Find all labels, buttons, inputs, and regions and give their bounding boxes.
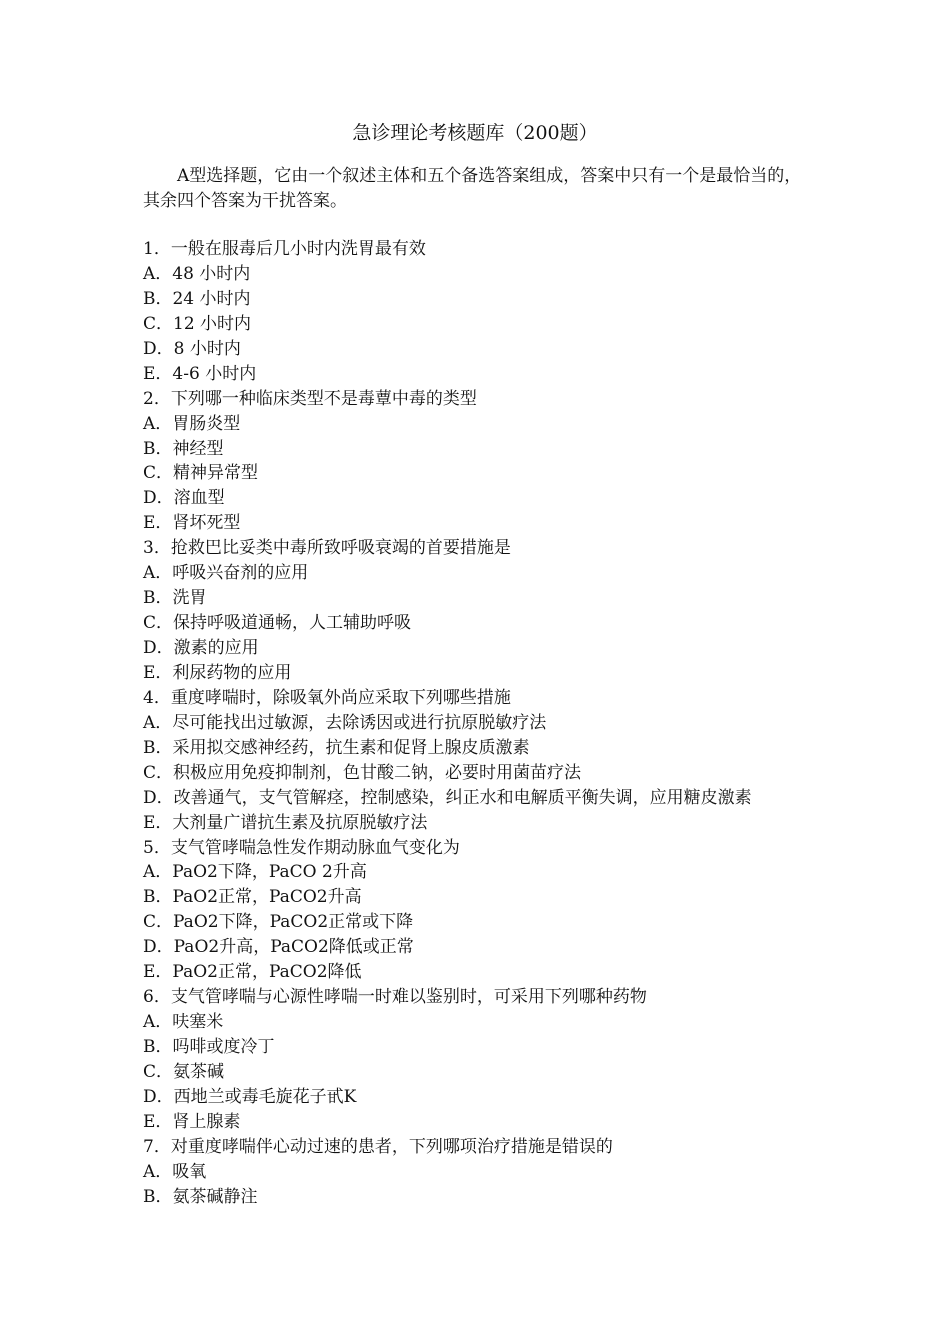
answer-option: E．4-6 小时内 <box>143 363 257 384</box>
answer-option: A．呋塞米 <box>143 1012 224 1033</box>
answer-option: D．8 小时内 <box>143 338 241 359</box>
answer-option: E．利尿药物的应用 <box>143 662 292 683</box>
answer-option: E．大剂量广谱抗生素及抗原脱敏疗法 <box>143 812 428 833</box>
answer-option: C．精神异常型 <box>143 463 259 484</box>
answer-option: D．改善通气，支气管解痉，控制感染，纠正水和电解质平衡失调，应用糖皮激素 <box>143 787 752 808</box>
answer-option: C．氨茶碱 <box>143 1061 225 1082</box>
document-title: 急诊理论考核题库（200题） <box>352 122 598 144</box>
answer-option: C．PaO2下降，PaCO2正常或下降 <box>143 912 414 933</box>
answer-option: D．PaO2升高，PaCO2降低或正常 <box>143 937 414 958</box>
answer-option: B．24 小时内 <box>143 288 251 309</box>
question-stem: 3．抢救巴比妥类中毒所致呼吸衰竭的首要措施是 <box>143 538 511 559</box>
answer-option: E．肾坏死型 <box>143 513 241 534</box>
question-stem: 5．支气管哮喘急性发作期动脉血气变化为 <box>143 837 460 858</box>
answer-option: A．PaO2下降，PaCO 2升高 <box>143 862 367 883</box>
answer-option: B．氨茶碱静注 <box>143 1186 258 1207</box>
question-stem: 4．重度哮喘时，除吸氧外尚应采取下列哪些措施 <box>143 687 511 708</box>
intro-paragraph: A型选择题，它由一个叙述主体和五个备选答案组成，答案中只有一个是最恰当的，其余四个答案为干扰答案。 <box>143 166 802 211</box>
answer-option: C．保持呼吸道通畅，人工辅助呼吸 <box>143 613 412 634</box>
answer-option: B．神经型 <box>143 438 224 459</box>
answer-option: A．呼吸兴奋剂的应用 <box>143 563 309 584</box>
answer-option: A．胃肠炎型 <box>143 413 241 434</box>
answer-option: D．西地兰或毒毛旋花子甙K <box>143 1086 357 1107</box>
answer-option: C．积极应用免疫抑制剂，色甘酸二钠，必要时用菌苗疗法 <box>143 762 582 783</box>
answer-option: B．采用拟交感神经药，抗生素和促肾上腺皮质激素 <box>143 737 530 758</box>
answer-option: D．溶血型 <box>143 488 225 509</box>
question-stem: 7．对重度哮喘伴心动过速的患者，下列哪项治疗措施是错误的 <box>143 1136 613 1157</box>
answer-option: C．12 小时内 <box>143 313 252 334</box>
answer-option: B．PaO2正常，PaCO2升高 <box>143 887 362 908</box>
answer-option: A．吸氧 <box>143 1161 207 1182</box>
question-stem: 1．一般在服毒后几小时内洗胃最有效 <box>143 239 426 259</box>
answer-option: E．PaO2正常，PaCO2降低 <box>143 962 362 983</box>
answer-option: E．肾上腺素 <box>143 1111 241 1132</box>
answer-option: A．尽可能找出过敏源，去除诱因或进行抗原脱敏疗法 <box>143 712 547 733</box>
question-stem: 2．下列哪一种临床类型不是毒蕈中毒的类型 <box>143 388 477 409</box>
question-stem: 6．支气管哮喘与心源性哮喘一时难以鉴别时，可采用下列哪种药物 <box>143 987 647 1008</box>
question-list <box>143 237 863 1210</box>
answer-option: A．48 小时内 <box>143 263 251 284</box>
answer-option: D．激素的应用 <box>143 638 259 658</box>
answer-option: B．洗胃 <box>143 588 207 609</box>
answer-option: B．吗啡或度冷丁 <box>143 1037 275 1057</box>
